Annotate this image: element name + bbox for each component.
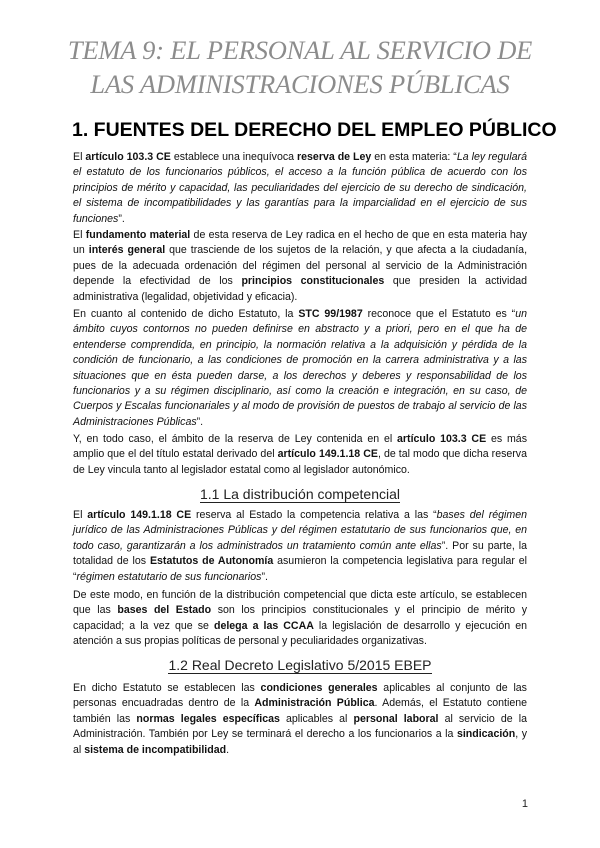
document-title bbox=[30, 33, 570, 101]
paragraph-3: En cuanto al contenido de dicho Estatuto, la STC 99/1987 reconoce que el Estatuto es “un ámbito cuyos contornos no pueden definirse en abstracto y a priori, pero en el que ha de entenderse comprendida, en principio, la normación relativa a la adquisición y pérdida de la condición de funcionario, a las condiciones de promoción en la carrera administrativa y a las situaciones que en ésta pueden darse, a los derechos y deberes y responsabilidad de los funcionarios y a su régimen disciplinario, así como la creación e integración, en su caso, de Cuerpos y Escalas funcionariales y al modo de provisión de puestos de trabajo al servicio de las Administraciones Públicas”. bbox=[73, 308, 527, 428]
section-heading-1-2 bbox=[73, 656, 527, 674]
page-number: 1 bbox=[521, 798, 528, 810]
paragraph-5: El artículo 149.1.18 CE reserva al Estado la competencia relativa a las “bases del régimen jurídico de las Administraciones Públicas y del régimen estatutario de sus funcionarios que, en todo caso, garantizarán a los administrados un tratamiento común ante ellas”. Por su parte, la totalidad de los Estatutos de Autonomía asumieron la competencia legislativa para regular el “régimen estatutario de sus funcionarios”. bbox=[73, 509, 527, 583]
paragraph-2: El fundamento material de esta reserva de Ley radica en el hecho de que en esta materia hay un interés general que trasciende de los sujetos de la relación, y que afecta a la ciudadanía, pues de la adecuada ordenación del régimen del personal al servicio de la Administración depende la efectividad de los principios constitucionales que presiden la actividad administrativa (legalidad, objetividad y eficacia). bbox=[73, 229, 528, 303]
title-line-1: TEMA 9: EL PERSONAL AL SERVICIO DE bbox=[67, 35, 533, 65]
paragraph-4: Y, en todo caso, el ámbito de la reserva de Ley contenida en el artículo 103.3 CE es más amplio que el del título estatal derivado del artículo 149.1.18 CE, de tal modo que dicha reserva de Ley vincula tanto al legislador estatal como al legislador autonómico. bbox=[73, 433, 527, 476]
section-heading-1-1 bbox=[73, 485, 527, 503]
section-heading-1-2-text: 1.2 Real Decreto Legislativo 5/2015 EBEP bbox=[168, 657, 432, 673]
section-heading-1: 1. FUENTES DEL DERECHO DEL EMPLEO PÚBLICO bbox=[72, 119, 557, 141]
section-heading-1-1-text: 1.1 La distribución competencial bbox=[199, 486, 400, 502]
title-line-2: LAS ADMINISTRACIONES PÚBLICAS bbox=[90, 69, 510, 99]
paragraph-7: En dicho Estatuto se establecen las condiciones generales aplicables al conjunto de las personas encuadradas dentro de la Administración Pública. Además, el Estatuto contiene también las normas legales específicas aplicables al personal laboral al servicio de la Administración. También por Ley se terminará el derecho a los funcionarios a la sindicación, y al sistema de incompatibilidad. bbox=[73, 682, 528, 756]
paragraph-6: De este modo, en función de la distribución competencial que dicta este artículo, se establecen que las bases del Estado son los principios constitucionales y el principio de mérito y capacidad; a la vez que se delega a las CCAA la legislación de desarrollo y ejecución en atención a sus propias políticas de personal y peculiaridades organizativas. bbox=[73, 589, 527, 648]
paragraph-1: El artículo 103.3 CE establece una inequívoca reserva de Ley en esta materia: “La ley regulará el estatuto de los funcionarios públicos, el acceso a la función pública de acuerdo con los principios de mérito y capacidad, las peculiaridades del ejercicio de su derecho de sindicación, el sistema de incompatibilidades y las garantías para la imparcialidad en el ejercicio de sus funciones”. bbox=[73, 151, 527, 225]
